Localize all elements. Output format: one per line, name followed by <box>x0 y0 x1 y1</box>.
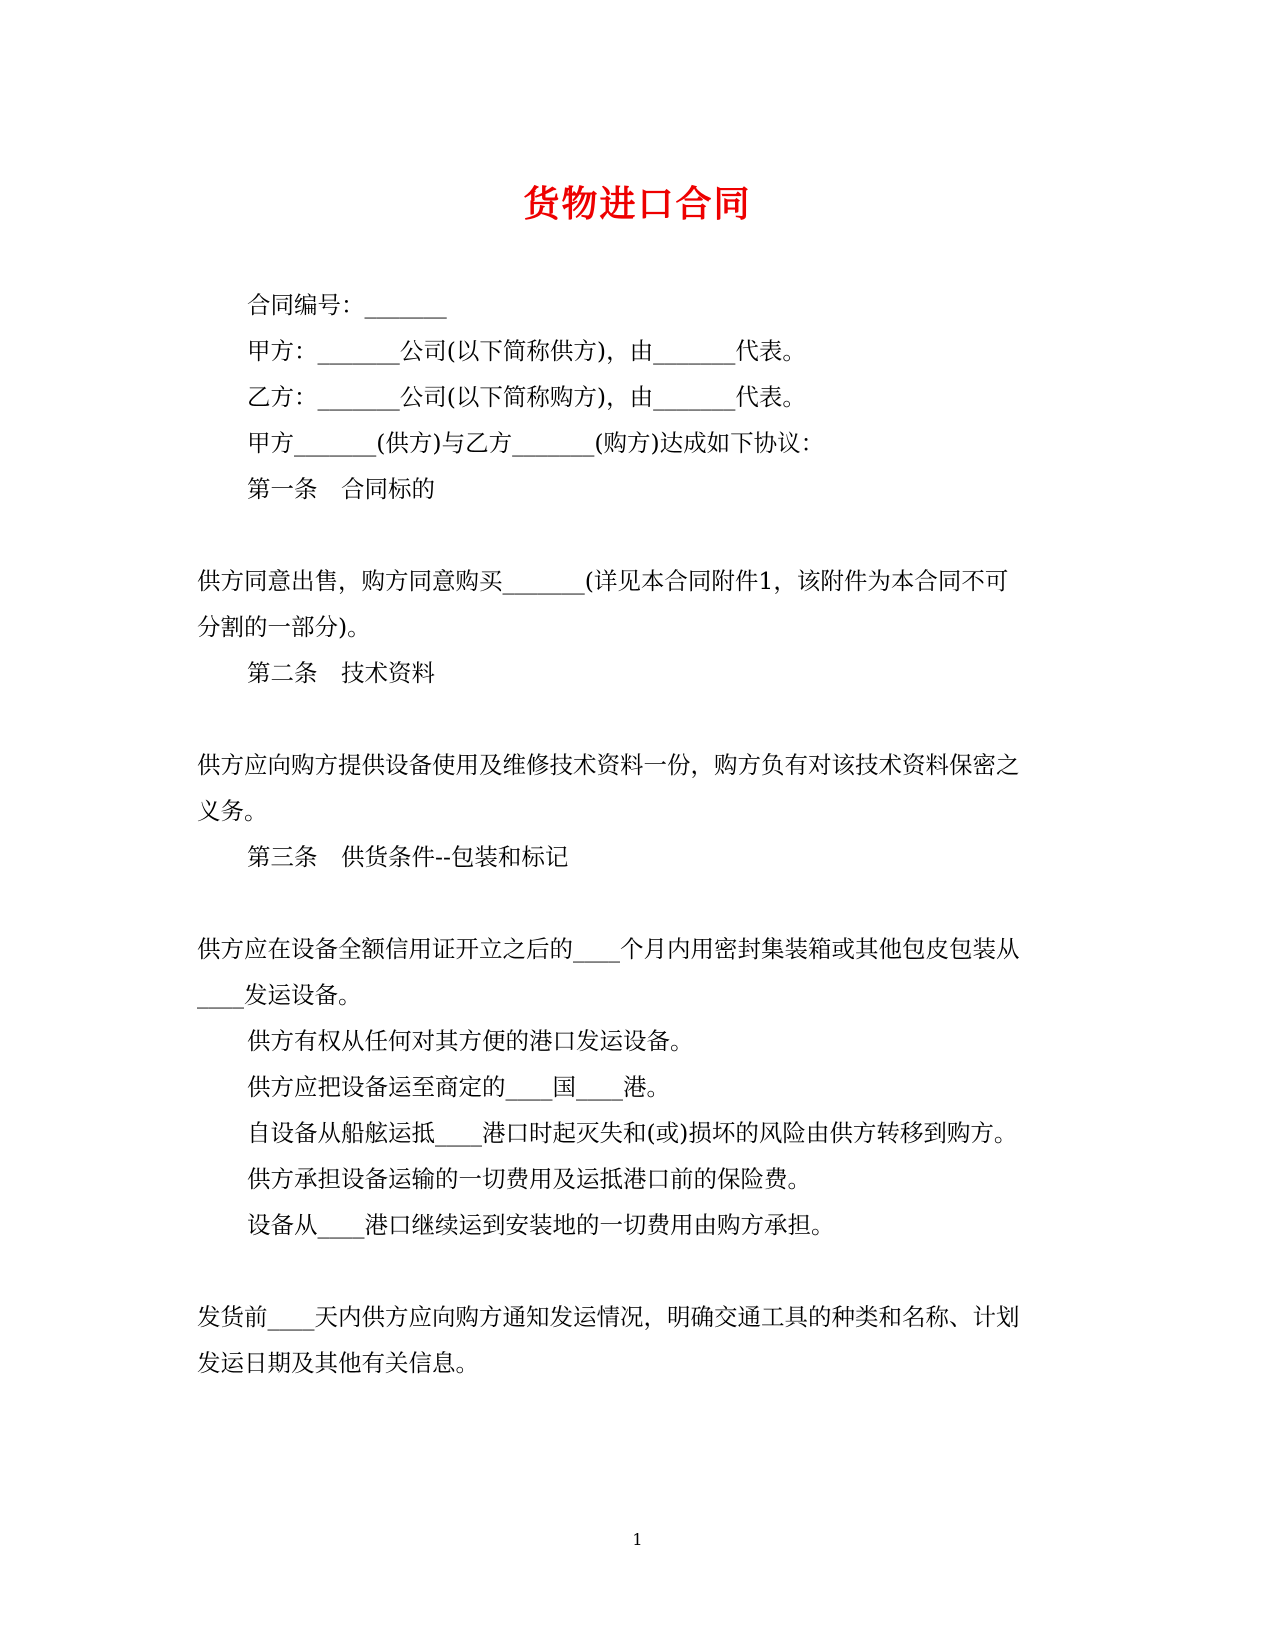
party-b-line: 乙方：_______公司(以下简称购方)，由_______代表。 <box>247 383 806 411</box>
article-3-further-cost-line: 设备从____港口继续运到安装地的一切费用由购方承担。 <box>247 1211 835 1239</box>
shipment-notice-line-2: 发运日期及其他有关信息。 <box>197 1349 479 1377</box>
page-number: 1 <box>632 1530 643 1549</box>
article-2-text-line-2: 义务。 <box>197 797 268 825</box>
article-2-heading: 第二条 技术资料 <box>247 659 435 687</box>
article-3-destination-line: 供方应把设备运至商定的____国____港。 <box>247 1073 670 1101</box>
article-3-heading: 第三条 供货条件--包装和标记 <box>247 843 569 871</box>
article-1-text-line-2: 分割的一部分)。 <box>197 613 371 641</box>
document-title: 货物进口合同 <box>523 183 752 225</box>
article-3-text-line-2: ____发运设备。 <box>197 981 362 1009</box>
article-1-text-line-1: 供方同意出售，购方同意购买_______(详见本合同附件1，该附件为本合同不可 <box>197 567 1009 595</box>
article-3-port-right-line: 供方有权从任何对其方便的港口发运设备。 <box>247 1027 694 1055</box>
shipment-notice-line-1: 发货前____天内供方应向购方通知发运情况，明确交通工具的种类和名称、计划 <box>197 1303 1020 1331</box>
party-a-line: 甲方：_______公司(以下简称供方)，由_______代表。 <box>247 337 806 365</box>
article-3-risk-line: 自设备从船舷运抵____港口时起灭失和(或)损坏的风险由供方转移到购方。 <box>247 1119 1018 1147</box>
article-2-text-line-1: 供方应向购方提供设备使用及维修技术资料一份，购方负有对该技术资料保密之 <box>197 751 1020 779</box>
article-3-text-line-1: 供方应在设备全额信用证开立之后的____个月内用密封集装箱或其他包皮包装从 <box>197 935 1020 963</box>
agreement-intro-line: 甲方_______(供方)与乙方_______(购方)达成如下协议： <box>247 429 825 457</box>
article-1-heading: 第一条 合同标的 <box>247 475 435 503</box>
contract-number-line: 合同编号：_______ <box>247 291 447 319</box>
article-3-cost-line: 供方承担设备运输的一切费用及运抵港口前的保险费。 <box>247 1165 811 1193</box>
